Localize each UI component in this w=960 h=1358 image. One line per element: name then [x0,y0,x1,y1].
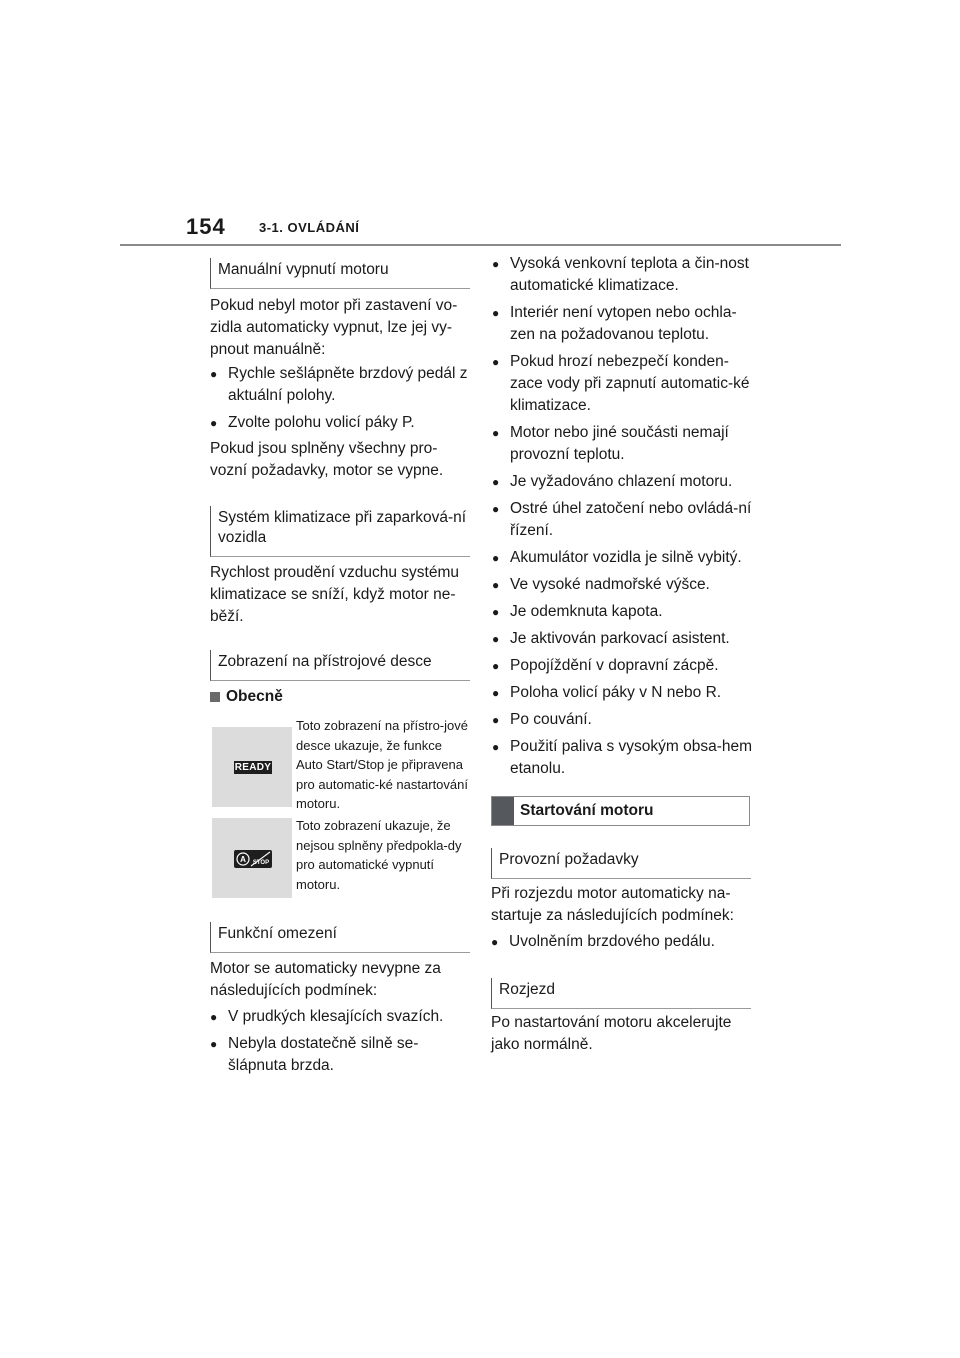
square-bullet-icon [210,692,220,702]
subheading-drive: Rozjezd [491,978,751,1009]
limits-text: Motor se automaticky nevypne za následujících podmínek: [210,960,441,999]
ac-text: Rychlost proudění vzduchu systému klimatizace se sníží, když motor ne-běží. [210,564,459,625]
bullet-item: ● Je vyžadováno chlazení motoru. [492,471,754,493]
heading-start: Startování motoru [520,802,654,819]
bullet-item: ● Nebyla dostatečně silně se-šlápnuta brzda. [210,1033,470,1077]
subheading-manual: Manuální vypnutí motoru [210,258,470,289]
subheading-req: Provozní požadavky [491,848,751,879]
subheading-limits-wrap [210,922,470,953]
manual-after-text: Pokud jsou splněny všechny pro-vozní požadavky, motor se vypne. [210,440,444,479]
bullet-item: ● Je odemknuta kapota. [492,601,754,623]
req-bullets [491,931,753,953]
page-number: 154 [186,214,226,239]
drive-text: Po nastartování motoru akcelerujte jako normálně. [491,1014,732,1053]
bullet-item: ● Poloha volicí páky v N nebo R. [492,682,754,704]
bullet-item: ● Interiér není vytopen nebo ochla-zen na požadovanou teplotu. [492,302,754,346]
bullet-item: ● Ve vysoké nadmořské výšce. [492,574,754,596]
heading-box-bar [492,797,514,825]
subheading-limits: Funkční omezení [210,922,470,953]
right-bullets [492,253,754,780]
bullet-item: ● V prudkých klesajících svazích. [210,1006,470,1028]
stop-indicator-tile [212,818,292,898]
bullet-item: ● Motor nebo jiné součásti nemají provozní teplotu. [492,422,754,466]
auto-stop-icon [234,850,272,868]
stop-description: Toto zobrazení ukazuje, že nejsou splněny předpokla-dy pro automatické vypnutí motoru. [296,818,462,892]
ready-indicator-tile [212,727,292,807]
section-general [210,688,283,706]
stop-label: STOP [252,860,270,866]
subheading-ac-wrap [210,506,470,557]
bullet-item: ● Zvolte polohu volicí páky P. [210,412,470,434]
header-rule [120,244,841,246]
bullet-item: ● Vysoká venkovní teplota a čin-nost automatické klimatizace. [492,253,754,297]
subheading-drive-wrap [491,978,751,1009]
bullet-item: ● Akumulátor vozidla je silně vybitý. [492,547,754,569]
bullet-item: ● Uvolněním brzdového pedálu. [491,931,753,953]
manual-bullets [210,363,470,434]
svg-text:A: A [240,855,246,864]
left-column [210,258,470,289]
ready-badge: READY [234,762,272,773]
ready-description: Toto zobrazení na přístro-jové desce ukazuje, že funkce Auto Start/Stop je připravena pro automatic-ké nastartování motoru. [296,718,468,811]
bullet-item: ● Popojíždění v dopravní zácpě. [492,655,754,677]
heading-box-start [491,796,750,826]
subheading-ac: Systém klimatizace při zaparková-ní vozidla [210,506,470,557]
bullet-item: ● Je aktivován parkovací asistent. [492,628,754,650]
subheading-req-wrap [491,848,751,879]
bullet-item: ● Použití paliva s vysokým obsa-hem etanolu. [492,736,754,780]
bullet-item: ● Pokud hrozí nebezpečí konden-zace vody při zapnutí automatic-ké klimatizace. [492,351,754,417]
bullet-item: ● Po couvání. [492,709,754,731]
bullet-item: ● Rychle sešlápněte brzdový pedál z aktuální polohy. [210,363,470,407]
bullet-item: ● Ostré úhel zatočení nebo ovládá-ní řízení. [492,498,754,542]
subheading-display: Zobrazení na přístrojové desce [210,650,470,681]
subheading-display-wrap [210,650,470,681]
chapter-title: 3-1. OVLÁDÁNÍ [259,220,360,235]
section-general-label: Obecně [226,688,283,705]
manual-text: Pokud nebyl motor při zastavení vo-zidla automaticky vypnut, lze jej vy-pnout manuálně: [210,297,458,358]
req-text: Při rozjezdu motor automaticky na-startuje za následujících podmínek: [491,885,734,924]
limits-bullets [210,1006,470,1077]
